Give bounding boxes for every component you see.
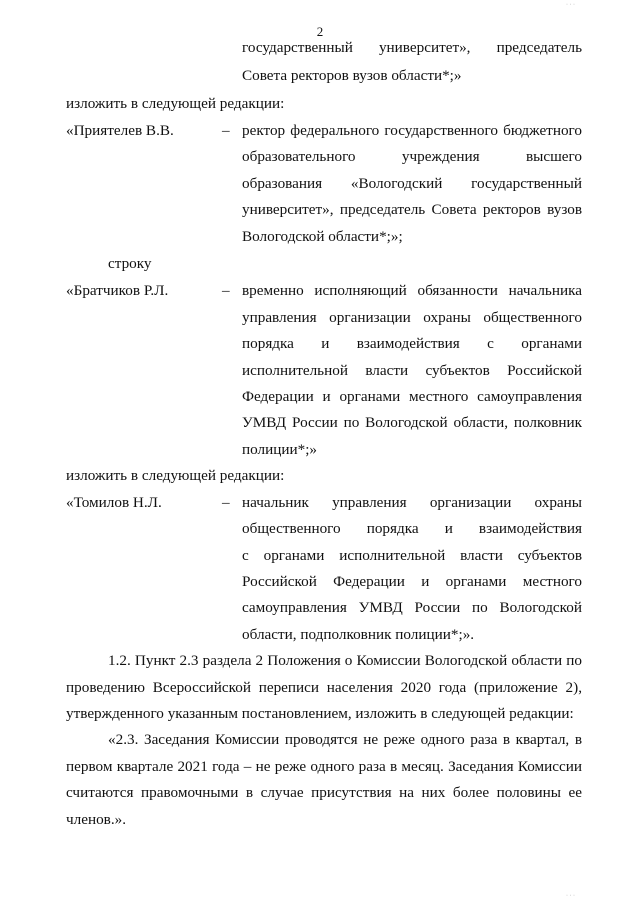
- replace-instruction: изложить в следующей редакции:: [66, 95, 285, 112]
- entry-line: Вологодской области*;»;: [242, 228, 403, 245]
- paragraph-line: утвержденного указанным постановлением, изложить в следующей редакции:: [66, 705, 574, 722]
- entry-line: полиции*;»: [242, 441, 318, 458]
- entry-line: области, подполковник полиции*;».: [242, 626, 475, 643]
- paragraph-line: «2.3. Заседания Комиссии проводятся не реже одного раза в квартал, в: [108, 731, 582, 748]
- entry-line: управления организации охраны общественного: [242, 309, 582, 326]
- entry-dash: –: [222, 494, 230, 511]
- entry-name: «Томилов Н.Л.: [66, 494, 162, 511]
- entry-line: самоуправления УМВД России по Вологодской: [242, 599, 582, 616]
- paragraph-line: проведению Всероссийской переписи населения 2020 года (приложение 2),: [66, 679, 582, 696]
- continuation-line: Совета ректоров вузов области*;»: [242, 67, 462, 84]
- entry-line: образования «Вологодский государственный: [242, 175, 582, 192]
- entry-line: университет», председатель Совета ректоров вузов: [242, 201, 582, 218]
- continuation-line: государственный университет», председатель: [242, 39, 582, 56]
- replace-instruction: изложить в следующей редакции:: [66, 467, 285, 484]
- entry-dash: –: [222, 122, 230, 139]
- entry-line: исполнительной власти субъектов Российской: [242, 362, 582, 379]
- entry-line: Федерации и органами местного самоуправления: [242, 388, 582, 405]
- entry-name: «Приятелев В.В.: [66, 122, 174, 139]
- row-word: строку: [108, 255, 152, 272]
- page-number: 2: [316, 24, 324, 39]
- entry-line: общественного порядка и взаимодействия: [242, 520, 582, 537]
- entry-line: временно исполняющий обязанности начальника: [242, 282, 582, 299]
- paragraph-line: первом квартале 2021 года – не реже одного раза в месяц. Заседания Комиссии: [66, 758, 582, 775]
- entry-line: УМВД России по Вологодской области, полковник: [242, 414, 582, 431]
- entry-line: с органами исполнительной власти субъектов: [242, 547, 582, 564]
- paragraph-line: считаются правомочными в случае присутствия на них более половины ее: [66, 784, 582, 801]
- entry-line: начальник управления организации охраны: [242, 494, 582, 511]
- paragraph-line: 1.2. Пункт 2.3 раздела 2 Положения о Комиссии Вологодской области по: [108, 652, 582, 669]
- entry-line: порядка и взаимодействия с органами: [242, 335, 582, 352]
- scan-artifact: · · ·: [566, 2, 575, 8]
- entry-name: «Братчиков Р.Л.: [66, 282, 169, 299]
- entry-line: Российской Федерации и органами местного: [242, 573, 582, 590]
- paragraph-line: членов.».: [66, 811, 127, 828]
- entry-dash: –: [222, 282, 230, 299]
- entry-line: образовательного учреждения высшего: [242, 148, 582, 165]
- entry-line: ректор федерального государственного бюджетного: [242, 122, 582, 139]
- scan-artifact: · · ·: [566, 893, 575, 899]
